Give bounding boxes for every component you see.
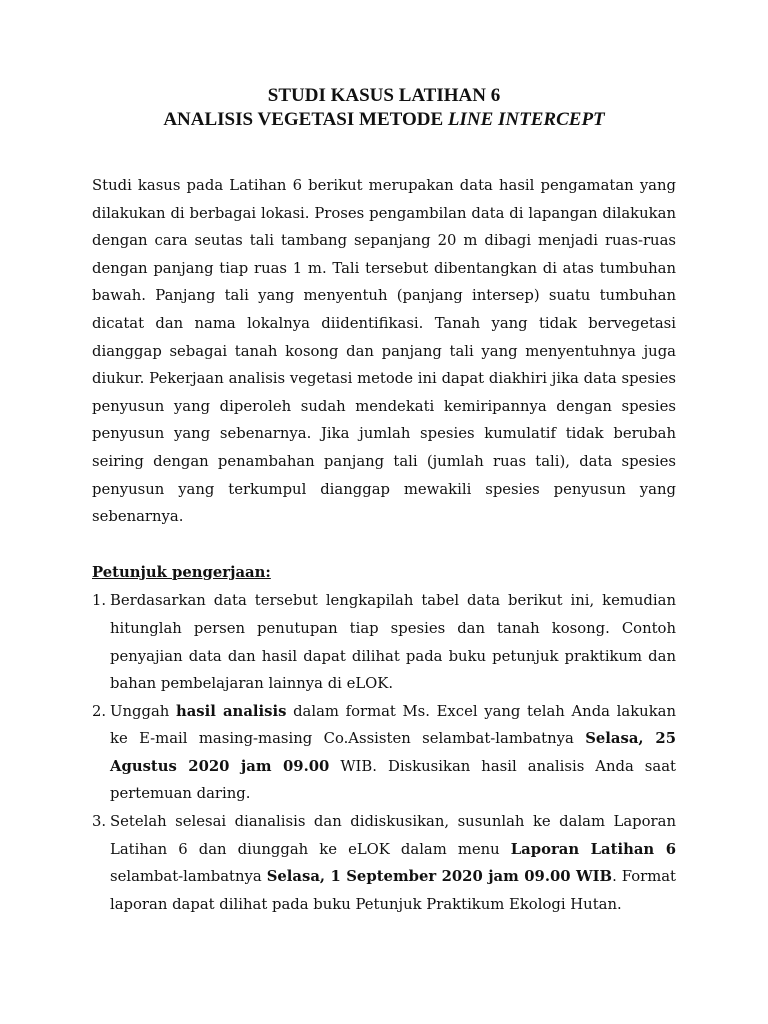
title-line-1: STUDI KASUS LATIHAN 6 xyxy=(267,85,501,106)
step-text: Berdasarkan data tersebut lengkapilah tabel data berikut ini, kemudian hitunglah persen penutupan tiap spesies dan tanah kosong. Contoh penyajian data dan hasil dapat dilihat pada buku petunjuk praktikum dan bahan pembelajaran lainnya di eLOK. xyxy=(110,592,676,693)
step-text-c: WIB. Diskusikan hasil analisis Anda saat pertemuan daring. xyxy=(110,757,676,803)
step-text-a: Unggah xyxy=(110,702,176,720)
intro-paragraph: Studi kasus pada Latihan 6 berikut merupakan data hasil pengamatan yang dilakukan di berbagai lokasi. Proses pengambilan data di lapangan dilakukan dengan cara seutas tali tambang sepanjang 20 m dibagi menjadi ruas-ruas dengan panjang tiap ruas 1 m. Tali tersebut dibentangkan di atas tumbuhan bawah. Panjang tali yang menyentuh (panjang intersep) suatu tumbuhan dicatat dan nama lokalnya diidentifikasi. Tanah yang tidak bervegetasi dianggap sebagai tanah kosong dan panjang tali yang menyentuhnya juga diukur. Pekerjaan analisis vegetasi metode ini dapat diakhiri jika data spesies penyusun yang diperoleh sudah mendekati kemiripannya dengan spesies penyusun yang sebenarnya. Jika jumlah spesies kumulatif tidak berubah seiring dengan penambahan panjang tali (jumlah ruas tali), data spesies penyusun yang terkumpul dianggap mewakili spesies penyusun yang sebenarnya. xyxy=(92,177,676,526)
instruction-step-1 xyxy=(92,587,676,697)
instruction-step-3 xyxy=(92,808,676,918)
title-line-2-prefix: ANALISIS VEGETASI METODE xyxy=(163,109,448,130)
step-bold-a: hasil analisis xyxy=(175,702,287,720)
step-bold-a: Laporan Latihan 6 xyxy=(510,840,676,858)
step-text-c: . Format laporan dapat dilihat pada buku Petunjuk Praktikum Ekologi Hutan. xyxy=(110,868,676,913)
instructions-list xyxy=(92,587,676,918)
step-text-b: selambat-lambatnya xyxy=(110,868,267,886)
title-line-2 xyxy=(163,109,604,130)
step-text-a: Setelah selesai dianalisis dan didiskusikan, susunlah ke dalam Laporan Latihan 6 dan diunggah ke eLOK dalam menu xyxy=(110,813,676,858)
step-bold-b: Selasa, 1 September 2020 jam 09.00 WIB xyxy=(266,868,613,886)
step-number: 2. xyxy=(92,702,107,720)
instructions-heading: Petunjuk pengerjaan: xyxy=(92,563,271,581)
title-line-2-italic: LINE INTERCEPT xyxy=(447,109,605,130)
step-text-b: dalam format Ms. Excel yang telah Anda lakukan ke E-mail masing-masing Co.Assisten selambat-lambatnya xyxy=(110,702,677,748)
document-title xyxy=(92,84,676,132)
instruction-step-2 xyxy=(92,698,676,808)
step-bold-b: Selasa, 25 Agustus 2020 jam 09.00 xyxy=(110,730,677,775)
step-number: 3. xyxy=(92,813,107,831)
step-number: 1. xyxy=(92,592,107,610)
